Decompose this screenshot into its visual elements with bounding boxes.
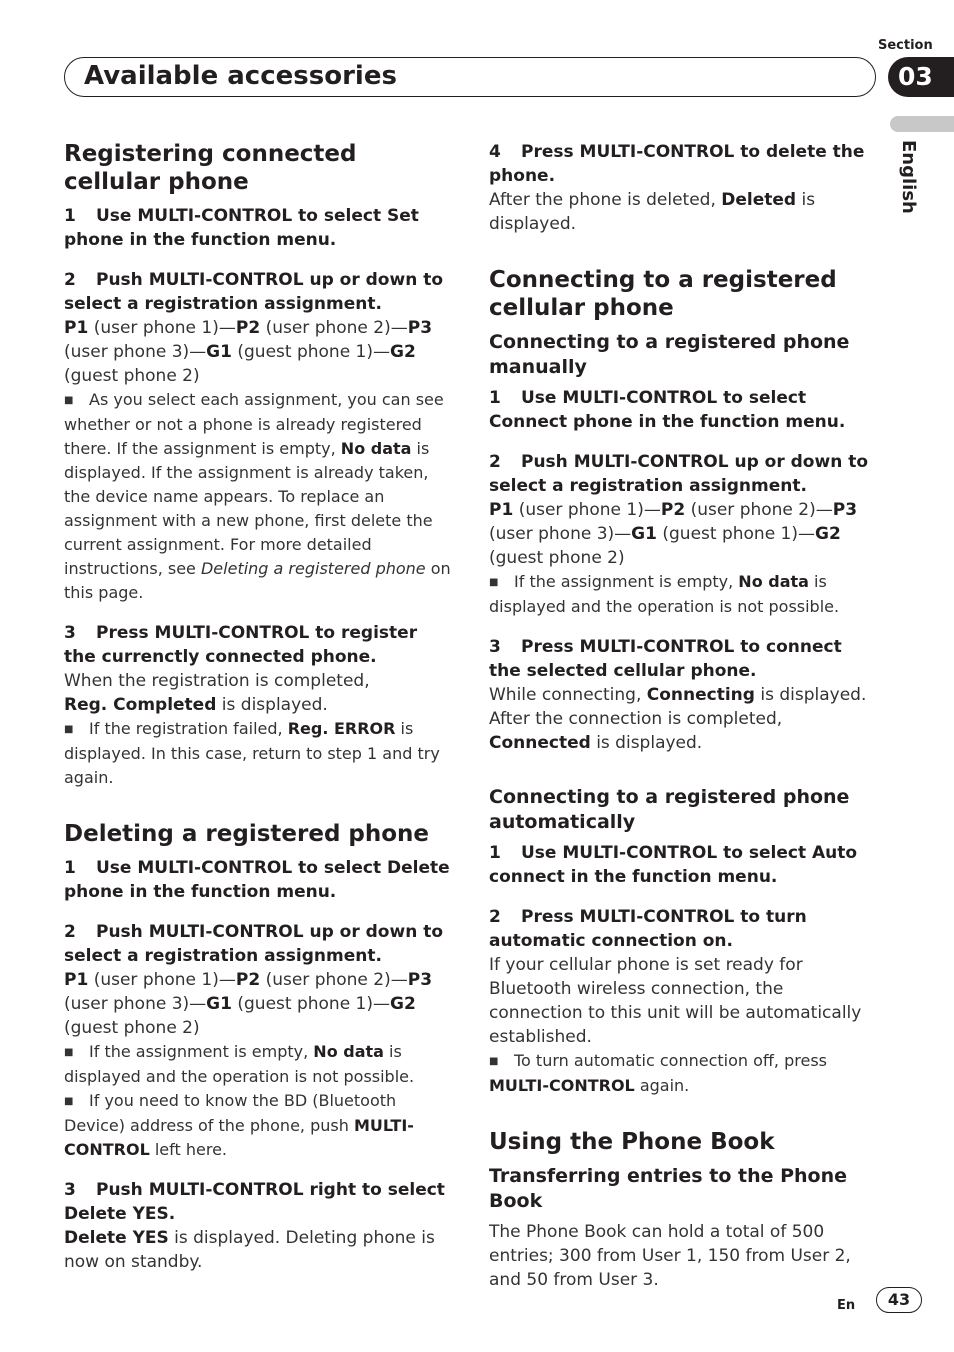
reg-step-3-body: When the registration is completed, Reg. Completed is displayed. xyxy=(64,671,370,715)
conn-step-2-note: ■ If the assignment is empty, No data is displayed and the operation is not possible. xyxy=(489,572,840,616)
footer-language: En xyxy=(837,1298,856,1313)
subheading-auto: Connecting to a registered phone automatically xyxy=(489,786,850,833)
del-step-4: 4 Press MULTI-CONTROL to delete the phone. xyxy=(489,142,865,186)
del-step-2-note-1: ■ If the assignment is empty, No data is displayed and the operation is not possible. xyxy=(64,1042,415,1086)
reg-step-2: 2 Push MULTI-CONTROL up or down to select a registration assignment. xyxy=(64,270,444,314)
left-column xyxy=(64,140,454,1274)
phone-book-body: The Phone Book can hold a total of 500 entries; 300 from User 1, 150 from User 2, and 50 from User 3. xyxy=(489,1222,851,1290)
language-label: English xyxy=(898,140,919,214)
page-number: 43 xyxy=(876,1287,922,1313)
auto-step-2: 2 Press MULTI-CONTROL to turn automatic connection on. xyxy=(489,907,807,951)
bullet-icon: ■ xyxy=(64,1047,74,1058)
conn-step-1: 1 Use MULTI-CONTROL to select Connect phone in the function menu. xyxy=(489,388,846,432)
auto-step-2-body: If your cellular phone is set ready for Bluetooth wireless connection, the connection to this unit will be automatically established. xyxy=(489,955,862,1047)
del-step-4-body: After the phone is deleted, Deleted is displayed. xyxy=(489,190,816,234)
bullet-icon: ■ xyxy=(64,1096,74,1107)
heading-phone-book: Using the Phone Book xyxy=(489,1129,775,1155)
reg-step-3: 3 Press MULTI-CONTROL to register the currenctly connected phone. xyxy=(64,623,418,667)
del-step-2-note-2: ■ If you need to know the BD (Bluetooth Device) address of the phone, push MULTI-CONTROL left here. xyxy=(64,1091,414,1159)
del-step-3-body: Delete YES is displayed. Deleting phone is now on standby. xyxy=(64,1228,435,1272)
del-step-2-body: P1 (user phone 1)—P2 (user phone 2)—P3 (user phone 3)—G1 (guest phone 1)—G2 (guest phone 2) xyxy=(64,970,433,1038)
subheading-manual: Connecting to a registered phone manually xyxy=(489,331,850,378)
heading-deleting: Deleting a registered phone xyxy=(64,821,430,847)
del-step-2: 2 Push MULTI-CONTROL up or down to select a registration assignment. xyxy=(64,922,444,966)
heading-connecting: Connecting to a registered cellular phone xyxy=(489,267,837,321)
bullet-icon: ■ xyxy=(489,1056,499,1067)
page-title: Available accessories xyxy=(84,61,397,91)
conn-step-2: 2 Push MULTI-CONTROL up or down to select a registration assignment. xyxy=(489,452,869,496)
section-number-badge: 03 xyxy=(888,57,954,97)
auto-step-2-note: ■ To turn automatic connection off, press MULTI-CONTROL again. xyxy=(489,1051,827,1095)
language-tab-bar xyxy=(890,116,954,132)
bullet-icon: ■ xyxy=(489,577,499,588)
bullet-icon: ■ xyxy=(64,724,74,735)
heading-registering: Registering connected cellular phone xyxy=(64,141,357,195)
reg-step-2-note: ■ As you select each assignment, you can see whether or not a phone is already registered there. If the assignment is empty, No data is displayed. If the assignment is already taken, the device name appears. To replace an assignment with a new phone, first delete the current assignment. For more detailed instructions, see Deleting a registered phone on this page. xyxy=(64,390,451,602)
section-label: Section xyxy=(878,38,933,53)
subheading-transfer: Transferring entries to the Phone Book xyxy=(489,1165,848,1212)
del-step-1: 1 Use MULTI-CONTROL to select Delete phone in the function menu. xyxy=(64,858,450,902)
bullet-icon: ■ xyxy=(64,395,74,406)
del-step-3: 3 Push MULTI-CONTROL right to select Delete YES. xyxy=(64,1180,445,1224)
right-column xyxy=(489,140,879,1292)
conn-step-3: 3 Press MULTI-CONTROL to connect the selected cellular phone. xyxy=(489,637,842,681)
auto-step-1: 1 Use MULTI-CONTROL to select Auto connect in the function menu. xyxy=(489,843,858,887)
reg-step-1: 1 Use MULTI-CONTROL to select Set phone in the function menu. xyxy=(64,206,419,250)
reg-step-3-note: ■ If the registration failed, Reg. ERROR is displayed. In this case, return to step 1 and try again. xyxy=(64,719,440,787)
reg-step-2-body: P1 (user phone 1)—P2 (user phone 2)—P3 (user phone 3)—G1 (guest phone 1)—G2 (guest phone 2) xyxy=(64,318,433,386)
conn-step-2-body: P1 (user phone 1)—P2 (user phone 2)—P3 (user phone 3)—G1 (guest phone 1)—G2 (guest phone 2) xyxy=(489,500,858,568)
conn-step-3-body: While connecting, Connecting is displayed. After the connection is completed, Connected is displayed. xyxy=(489,685,867,753)
